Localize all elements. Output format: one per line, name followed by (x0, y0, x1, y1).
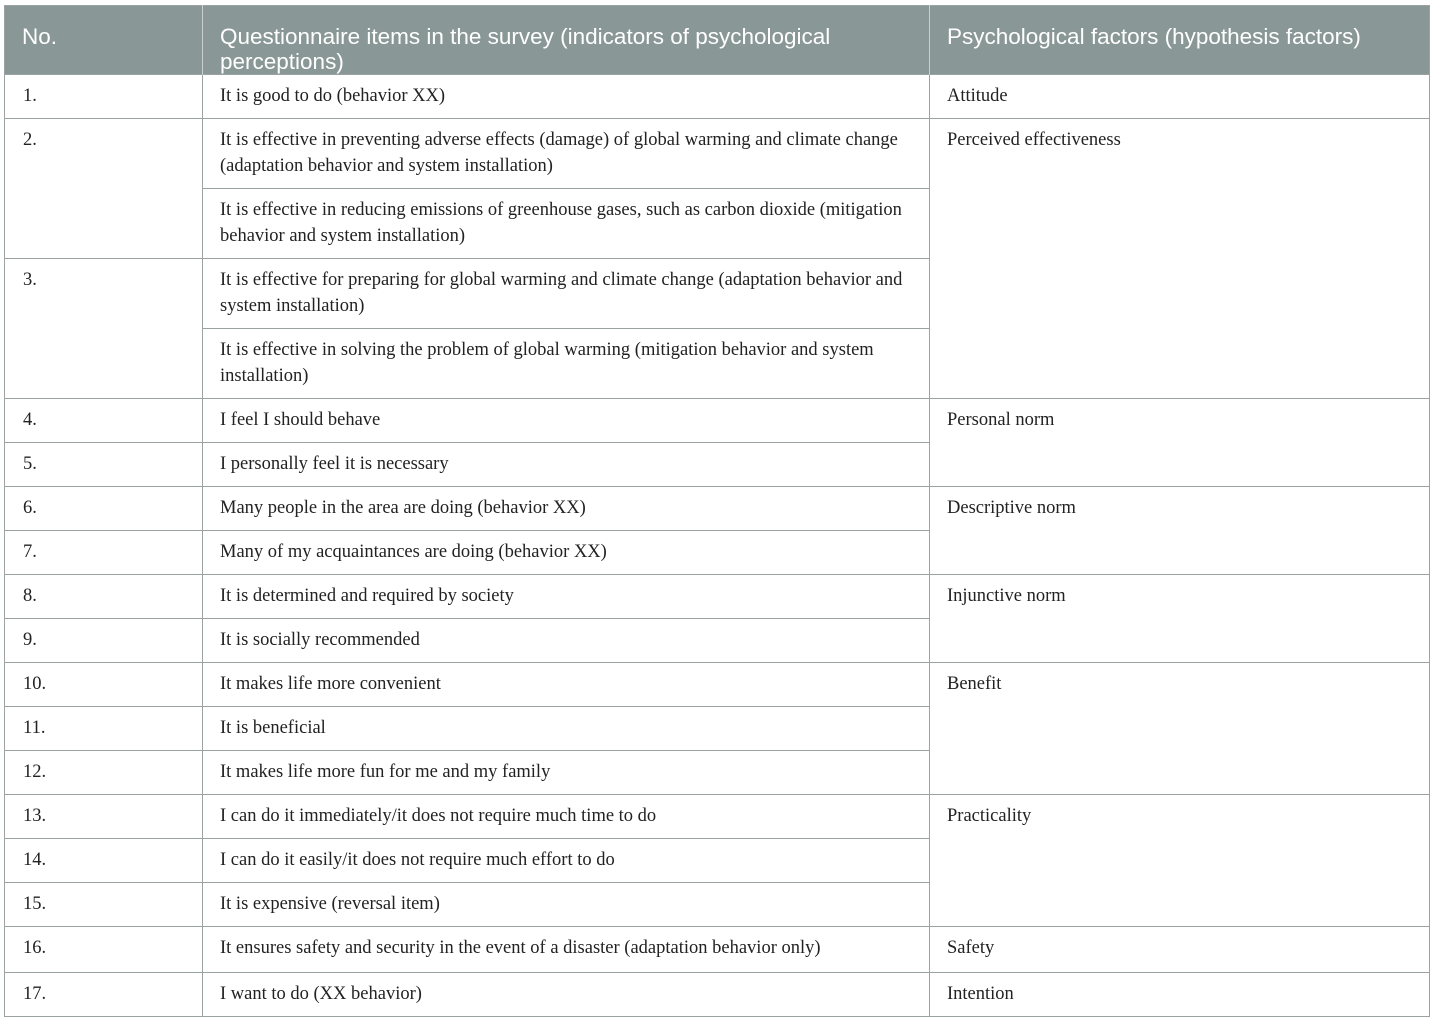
psychological-factor: Practicality (930, 795, 1430, 927)
row-number: 11. (5, 707, 203, 751)
table-row (5, 973, 1430, 1017)
questionnaire-item: It makes life more convenient (203, 663, 930, 707)
table-row (5, 119, 1430, 189)
row-number: 10. (5, 663, 203, 707)
questionnaire-item: It is good to do (behavior XX) (203, 75, 930, 119)
row-number: 9. (5, 619, 203, 663)
header-factors: Psychological factors (hypothesis factors) (930, 6, 1430, 75)
row-number: 4. (5, 399, 203, 443)
questionnaire-item: I can do it easily/it does not require much effort to do (203, 839, 930, 883)
row-number: 8. (5, 575, 203, 619)
row-number: 17. (5, 973, 203, 1017)
questionnaire-item: It is effective for preparing for global warming and climate change (adaptation behavior and system installation) (203, 259, 930, 329)
table-row (5, 795, 1430, 839)
table-row (5, 663, 1430, 707)
table-row (5, 927, 1430, 973)
psychological-factor: Perceived effectiveness (930, 119, 1430, 399)
questionnaire-item: It ensures safety and security in the event of a disaster (adaptation behavior only) (203, 927, 930, 973)
row-number: 7. (5, 531, 203, 575)
psychological-factor: Personal norm (930, 399, 1430, 487)
header-no: No. (5, 6, 203, 75)
questionnaire-item: It is determined and required by society (203, 575, 930, 619)
row-number: 13. (5, 795, 203, 839)
row-number: 2. (5, 119, 203, 259)
questionnaire-table (4, 5, 1430, 1017)
row-number: 16. (5, 927, 203, 973)
header-row (5, 6, 1430, 75)
row-number: 12. (5, 751, 203, 795)
psychological-factor: Attitude (930, 75, 1430, 119)
row-number: 14. (5, 839, 203, 883)
questionnaire-item: It is expensive (reversal item) (203, 883, 930, 927)
row-number: 6. (5, 487, 203, 531)
questionnaire-item: Many people in the area are doing (behavior XX) (203, 487, 930, 531)
questionnaire-item: It is beneficial (203, 707, 930, 751)
questionnaire-item: It is effective in solving the problem of global warming (mitigation behavior and system installation) (203, 329, 930, 399)
row-number: 1. (5, 75, 203, 119)
questionnaire-item: I personally feel it is necessary (203, 443, 930, 487)
psychological-factor: Injunctive norm (930, 575, 1430, 663)
table-row (5, 75, 1430, 119)
psychological-factor: Safety (930, 927, 1430, 973)
questionnaire-item: It is effective in preventing adverse effects (damage) of global warming and climate change (adaptation behavior and system installation) (203, 119, 930, 189)
psychological-factor: Descriptive norm (930, 487, 1430, 575)
table-row (5, 399, 1430, 443)
questionnaire-item: It is effective in reducing emissions of greenhouse gases, such as carbon dioxide (mitigation behavior and system installation) (203, 189, 930, 259)
header-items: Questionnaire items in the survey (indicators of psychological perceptions) (203, 6, 930, 75)
table-row (5, 487, 1430, 531)
questionnaire-item: I can do it immediately/it does not require much time to do (203, 795, 930, 839)
questionnaire-item: I feel I should behave (203, 399, 930, 443)
row-number: 15. (5, 883, 203, 927)
questionnaire-item: It makes life more fun for me and my family (203, 751, 930, 795)
questionnaire-item: It is socially recommended (203, 619, 930, 663)
questionnaire-item: Many of my acquaintances are doing (behavior XX) (203, 531, 930, 575)
row-number: 5. (5, 443, 203, 487)
psychological-factor: Benefit (930, 663, 1430, 795)
row-number: 3. (5, 259, 203, 399)
questionnaire-item: I want to do (XX behavior) (203, 973, 930, 1017)
psychological-factor: Intention (930, 973, 1430, 1017)
table-row (5, 575, 1430, 619)
